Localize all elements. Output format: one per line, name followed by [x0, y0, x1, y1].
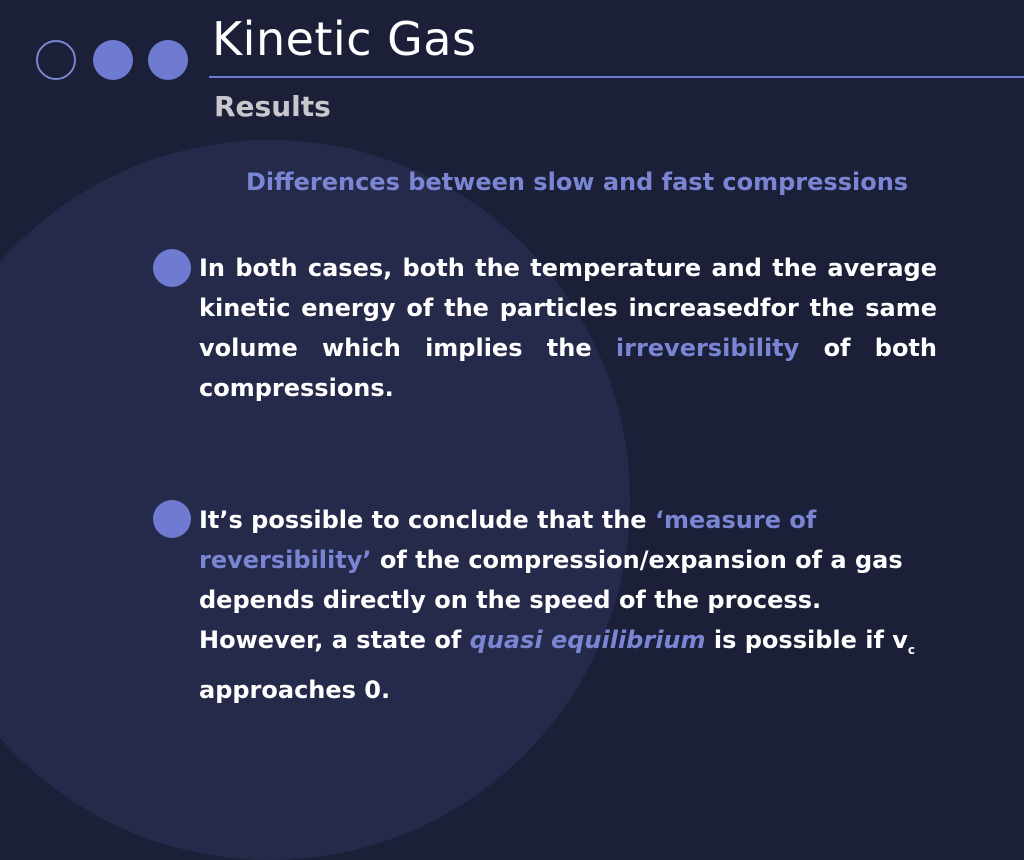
bullet-2-subscript: c	[907, 643, 916, 657]
filled-circle-icon	[148, 40, 188, 80]
outline-circle-icon	[36, 40, 76, 80]
slide-title: Kinetic Gas	[212, 12, 477, 66]
bullet-2-highlight: ‘measure of reversibility’	[199, 506, 817, 574]
bullet-2-text-before: It’s possible to conclude that the	[199, 506, 655, 534]
bullet-2-text-mid2: is possible if v	[705, 626, 908, 654]
bullet-text-2	[199, 500, 937, 710]
bullet-text-1	[199, 248, 937, 408]
filled-circle-icon	[93, 40, 133, 80]
bullet-icon	[153, 249, 191, 287]
bullet-1-highlight: irreversibility	[615, 334, 800, 362]
slide-subtitle: Results	[214, 90, 331, 123]
bullet-2-text-after: approaches 0.	[199, 676, 391, 704]
bullet-2-highlight-italic: quasi equilibrium	[469, 626, 706, 654]
bullet-icon	[153, 500, 191, 538]
title-divider	[209, 76, 1024, 78]
section-heading: Differences between slow and fast compressions	[246, 168, 909, 196]
bullet-1-text-after: of both compressions.	[199, 334, 937, 402]
bullet-2-text-mid: of the compression/expansion of a gas depends directly on the speed of the process. However, a state of	[199, 546, 903, 654]
bullet-1-text-before: In both cases, both the temperature and the average kinetic energy of the particles increasedfor the same volume which implies the	[199, 254, 937, 362]
